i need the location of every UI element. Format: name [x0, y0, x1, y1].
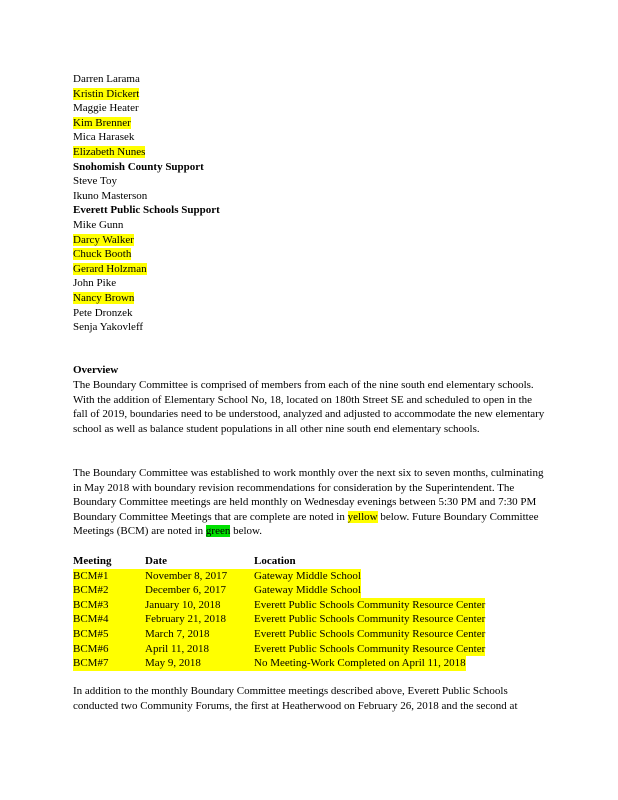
date-cell: March 7, 2018	[145, 627, 254, 642]
list-item: Steve Toy	[73, 175, 117, 188]
list-item	[73, 262, 220, 277]
meeting-cell: BCM#7	[73, 656, 145, 671]
meeting-cell: BCM#6	[73, 642, 145, 657]
date-cell: January 10, 2018	[145, 598, 254, 613]
column-header-meeting: Meeting	[73, 555, 112, 567]
list-item	[73, 247, 220, 262]
location-cell: No Meeting-Work Completed on April 11, 2018	[254, 657, 466, 670]
member-name: Mike Gunn	[73, 218, 124, 231]
yellow-highlight-word: yellow	[347, 510, 378, 523]
list-item	[73, 145, 220, 160]
paragraph-text: The Boundary Committee was established to work monthly over the next six to seven months, culminating in May 2018 with boundary revision recommendations for consideration by the Superintendent. The Boundary Committee meetings are held monthly on Wednesday evenings between 5:30 PM and 7:30 PM Boundary Committee Meetings that are complete are noted in	[73, 467, 544, 523]
member-name: Kristin Dickert	[73, 87, 140, 100]
meeting-cell: BCM#3	[73, 598, 145, 613]
member-name: John Pike	[73, 277, 117, 290]
list-item	[73, 233, 220, 248]
list-item	[73, 218, 220, 233]
list-item	[73, 291, 220, 306]
table-row	[73, 598, 485, 613]
location-cell: Everett Public Schools Community Resource Center	[254, 627, 486, 640]
member-name: Gerard Holzman	[73, 262, 147, 275]
meeting-schedule-table	[73, 554, 485, 671]
member-name: Darren Larama	[73, 73, 140, 85]
paragraph-text: below. Future Boundary Committee Meetings (BCM) are noted in	[73, 510, 539, 538]
list-item	[73, 306, 220, 321]
location-cell: Everett Public Schools Community Resource Center	[254, 642, 486, 655]
meeting-cell: BCM#5	[73, 627, 145, 642]
date-cell: December 6, 2017	[145, 583, 254, 598]
paragraph-text: below.	[230, 525, 263, 538]
meeting-cell: BCM#4	[73, 612, 145, 627]
member-name: Elizabeth Nunes	[73, 145, 146, 158]
list-item	[73, 87, 220, 102]
table-row	[73, 569, 485, 584]
member-name: Maggie Heater	[73, 102, 139, 115]
list-item	[73, 101, 220, 116]
list-item	[73, 130, 220, 145]
column-header-location: Location	[254, 555, 296, 567]
list-item	[73, 320, 220, 335]
member-name: Mica Harasek	[73, 131, 135, 144]
green-highlight-word: green	[205, 525, 231, 538]
location-cell: Gateway Middle School	[254, 584, 361, 597]
member-name: Pete Dronzek	[73, 306, 133, 319]
snohomish-support-heading: Snohomish County Support	[73, 160, 204, 173]
member-name: Nancy Brown	[73, 291, 135, 304]
table-row	[73, 642, 485, 657]
member-name: Darcy Walker	[73, 233, 134, 246]
overview-paragraph-2	[73, 466, 545, 539]
meeting-cell: BCM#1	[73, 569, 145, 584]
overview-heading: Overview	[73, 364, 119, 376]
list-item	[73, 276, 220, 291]
meeting-cell: BCM#2	[73, 583, 145, 598]
list-item	[73, 72, 220, 87]
date-cell: May 9, 2018	[145, 656, 254, 671]
column-header-date: Date	[145, 555, 167, 567]
location-cell: Everett Public Schools Community Resource Center	[254, 598, 486, 611]
date-cell: April 11, 2018	[145, 642, 254, 657]
list-item	[73, 116, 220, 131]
table-row	[73, 583, 485, 598]
table-row	[73, 612, 485, 627]
table-row	[73, 627, 485, 642]
member-name: Chuck Booth	[73, 248, 132, 261]
overview-paragraph-3: In addition to the monthly Boundary Committee meetings described above, Everett Public Schools conducted two Community Forums, the first at Heatherwood on February 26, 2018 and the second at	[73, 685, 518, 712]
member-name: Kim Brenner	[73, 116, 131, 129]
table-row	[73, 656, 485, 671]
everett-support-heading: Everett Public Schools Support	[73, 204, 220, 217]
list-item: Ikuno Masterson	[73, 189, 148, 202]
committee-member-list	[73, 72, 220, 335]
location-cell: Gateway Middle School	[254, 569, 361, 582]
table-header-row	[73, 554, 485, 569]
location-cell: Everett Public Schools Community Resource Center	[254, 613, 486, 626]
overview-paragraph-1: The Boundary Committee is comprised of members from each of the nine south end elementary schools. With the addition of Elementary School No, 18, located on 180th Street SE and scheduled to open in the fall of 2019, boundaries need to be understood, analyzed and adjusted to accommodate the new elementary school as well as balance student populations in all other nine south end elementary schools.	[73, 379, 545, 435]
member-name: Senja Yakovleff	[73, 321, 144, 334]
date-cell: November 8, 2017	[145, 569, 254, 584]
date-cell: February 21, 2018	[145, 612, 254, 627]
